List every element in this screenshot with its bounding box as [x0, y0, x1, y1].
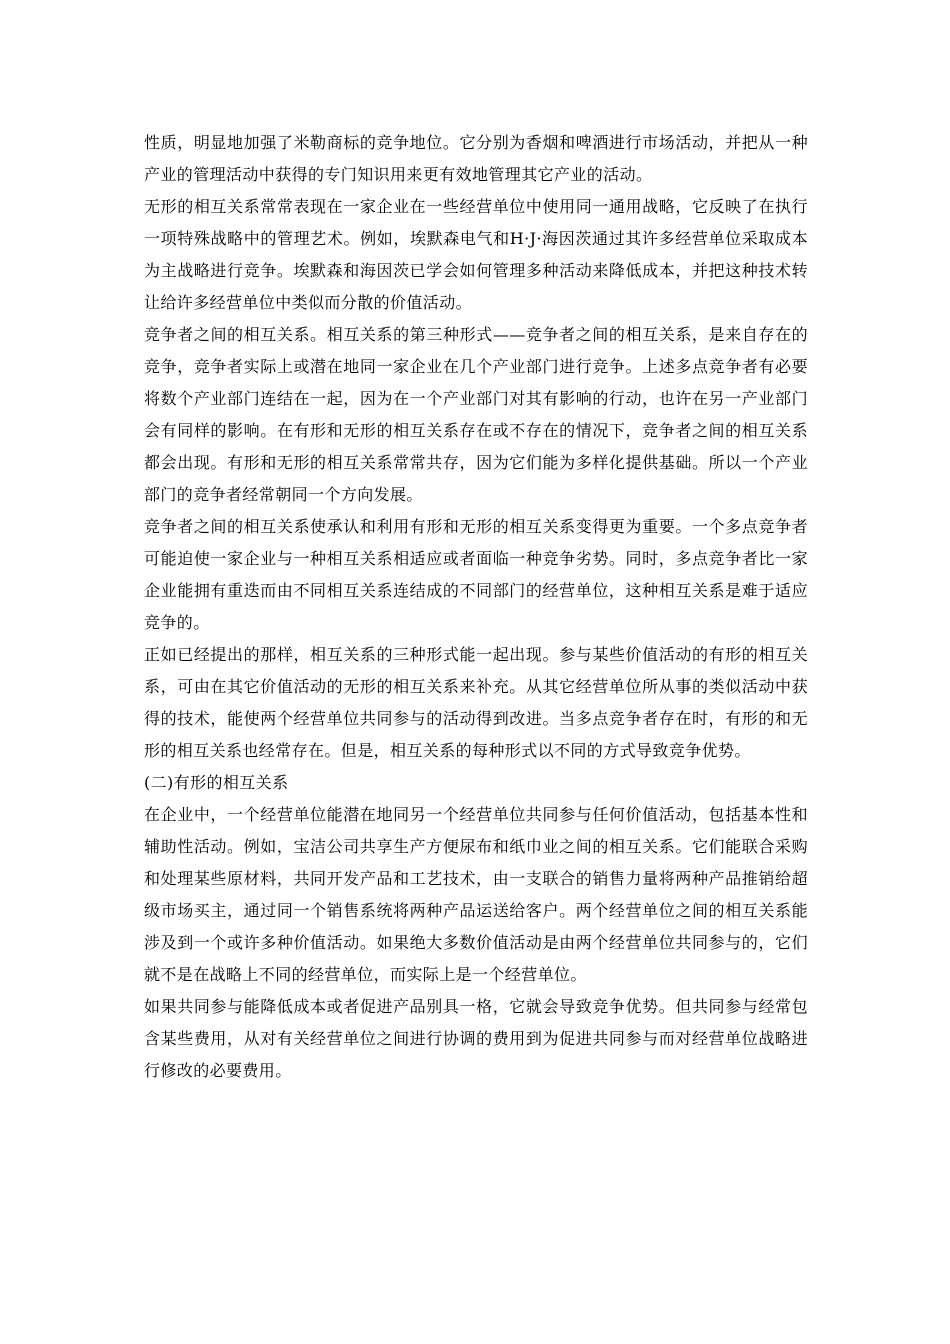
section-heading: (二)有形的相互关系	[144, 773, 289, 792]
paragraph-7: 如果共同参与能降低成本或者促进产品别具一格，它就会导致竞争优势。但共同参与经常包含某些费用，从对有关经营单位之间进行协调的费用到为促进共同参与而对经营单位战略进行修改的必要费用。	[144, 997, 808, 1080]
paragraph-4: 竞争者之间的相互关系使承认和利用有形和无形的相互关系变得更为重要。一个多点竞争者可能迫使一家企业与一种相互关系相适应或者面临一种竞争劣势。同时，多点竞争者比一家企业能拥有重迭而由不同相互关系连结成的不同部门的经营单位，这种相互关系是难于适应竞争的。	[144, 517, 808, 632]
paragraph-2: 无形的相互关系常常表现在一家企业在一些经营单位中使用同一通用战略，它反映了在执行一项特殊战略中的管理艺术。例如，埃默森电气和H·J·海因茨通过其许多经营单位采取成本为主战略进行竞争。埃默森和海因茨已学会如何管理多种活动来降低成本，并把这种技术转让给许多经营单位中类似而分散的价值活动。	[144, 197, 808, 312]
paragraph-1: 性质，明显地加强了米勒商标的竞争地位。它分别为香烟和啤酒进行市场活动，并把从一种产业的管理活动中获得的专门知识用来更有效地管理其它产业的活动。	[144, 133, 808, 184]
paragraph-5: 正如已经提出的那样，相互关系的三种形式能一起出现。参与某些价值活动的有形的相互关系，可由在其它价值活动的无形的相互关系来补充。从其它经营单位所从事的类似活动中获得的技术，能使两个经营单位共同参与的活动得到改进。当多点竞争者存在时，有形的和无形的相互关系也经常存在。但是，相互关系的每种形式以不同的方式导致竞争优势。	[144, 645, 808, 760]
paragraph-6: 在企业中，一个经营单位能潜在地同另一个经营单位共同参与任何价值活动，包括基本性和辅助性活动。例如，宝洁公司共享生产方便尿布和纸巾业之间的相互关系。它们能联合采购和处理某些原材料，共同开发产品和工艺技术，由一支联合的销售力量将两种产品推销给超级市场买主，通过同一个销售系统将两种产品运送给客户。两个经营单位之间的相互关系能涉及到一个或许多种价值活动。如果绝大多数价值活动是由两个经营单位共同参与的，它们就不是在战略上不同的经营单位，而实际上是一个经营单位。	[144, 805, 808, 984]
document-body	[144, 127, 808, 1087]
paragraph-3: 竞争者之间的相互关系。相互关系的第三种形式——竞争者之间的相互关系，是来自存在的竞争，竞争者实际上或潜在地同一家企业在几个产业部门进行竞争。上述多点竞争者有必要将数个产业部门连结在一起，因为在一个产业部门对其有影响的行动，也许在另一产业部门会有同样的影响。在有形和无形的相互关系存在或不存在的情况下，竞争者之间的相互关系都会出现。有形和无形的相互关系常常共存，因为它们能为多样化提供基础。所以一个产业部门的竞争者经常朝同一个方向发展。	[144, 325, 808, 504]
